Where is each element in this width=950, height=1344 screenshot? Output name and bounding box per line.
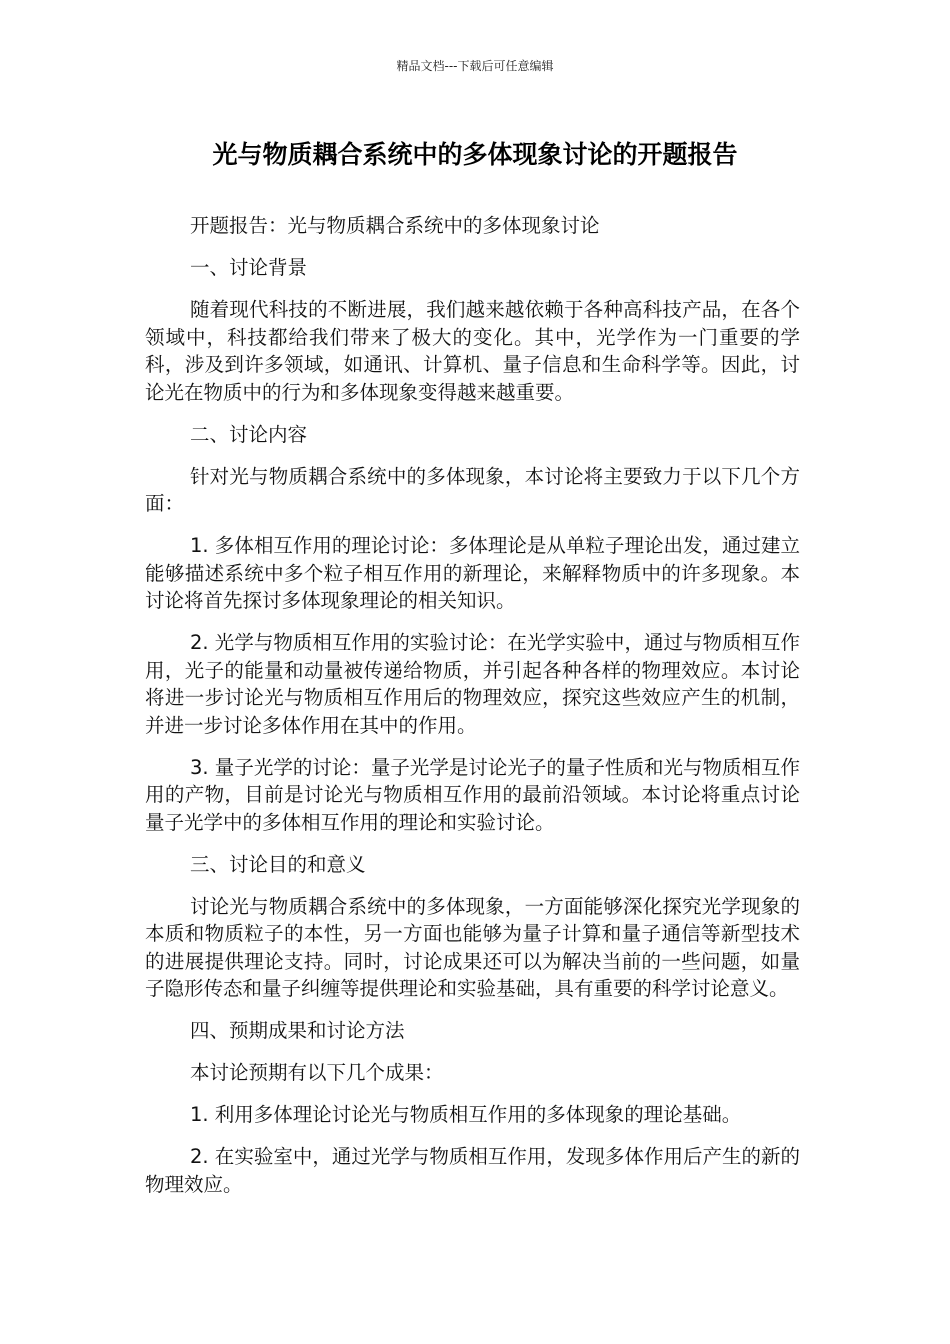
section-heading-background: 一、讨论背景: [190, 256, 308, 279]
paragraph-outcome-1: 1. 利用多体理论讨论光与物质相互作用的多体现象的理论基础。: [190, 1103, 742, 1126]
section-heading-purpose: 三、讨论目的和意义: [190, 852, 366, 876]
report-subtitle: 开题报告：光与物质耦合系统中的多体现象讨论: [190, 214, 600, 237]
paragraph-background: 随着现代科技的不断进展，我们越来越依赖于各种高科技产品，在各个领域中，科技都给我们带来了极大的变化。其中，光学作为一门重要的学科，涉及到许多领域，如通讯、计算机、量子信息和生命科学等。因此，讨论光在物质中的行为和多体现象变得越来越重要。: [145, 298, 800, 404]
paragraph-content-item-2: 2. 光学与物质相互作用的实验讨论：在光学实验中，通过与物质相互作用，光子的能量和动量被传递给物质，并引起各种各样的物理效应。本讨论将进一步讨论光与物质相互作用后的物理效应，探究这些效应产生的机制，并进一步讨论多体作用在其中的作用。: [145, 631, 800, 737]
section-heading-content: 二、讨论内容: [190, 422, 308, 446]
document-title: 光与物质耦合系统中的多体现象讨论的开题报告: [212, 140, 738, 169]
paragraph-content-intro: 针对光与物质耦合系统中的多体现象，本讨论将主要致力于以下几个方面：: [145, 464, 800, 515]
paragraph-outcomes-intro: 本讨论预期有以下几个成果：: [190, 1061, 444, 1084]
paragraph-content-item-3: 3. 量子光学的讨论：量子光学是讨论光子的量子性质和光与物质相互作用的产物，目前是讨论光与物质相互作用的最前沿领域。本讨论将重点讨论量子光学中的多体相互作用的理论和实验讨论。: [145, 755, 800, 834]
paragraph-outcome-2: 2. 在实验室中，通过光学与物质相互作用，发现多体作用后产生的新的物理效应。: [145, 1145, 800, 1196]
page-header: 精品文档---下载后可任意编辑: [396, 59, 554, 73]
document-body: [145, 212, 800, 1213]
paragraph-content-item-1: 1. 多体相互作用的理论讨论：多体理论是从单粒子理论出发，通过建立能够描述系统中多个粒子相互作用的新理论，来解释物质中的许多现象。本讨论将首先探讨多体现象理论的相关知识。: [145, 534, 800, 612]
paragraph-purpose: 讨论光与物质耦合系统中的多体现象，一方面能够深化探究光学现象的本质和物质粒子的本性，另一方面也能够为量子计算和量子通信等新型技术的进展提供理论支持。同时，讨论成果还可以为解决当前的一些问题，如量子隐形传态和量子纠缠等提供理论和实验基础，具有重要的科学讨论意义。: [145, 894, 800, 1000]
section-heading-outcomes: 四、预期成果和讨论方法: [190, 1019, 405, 1042]
